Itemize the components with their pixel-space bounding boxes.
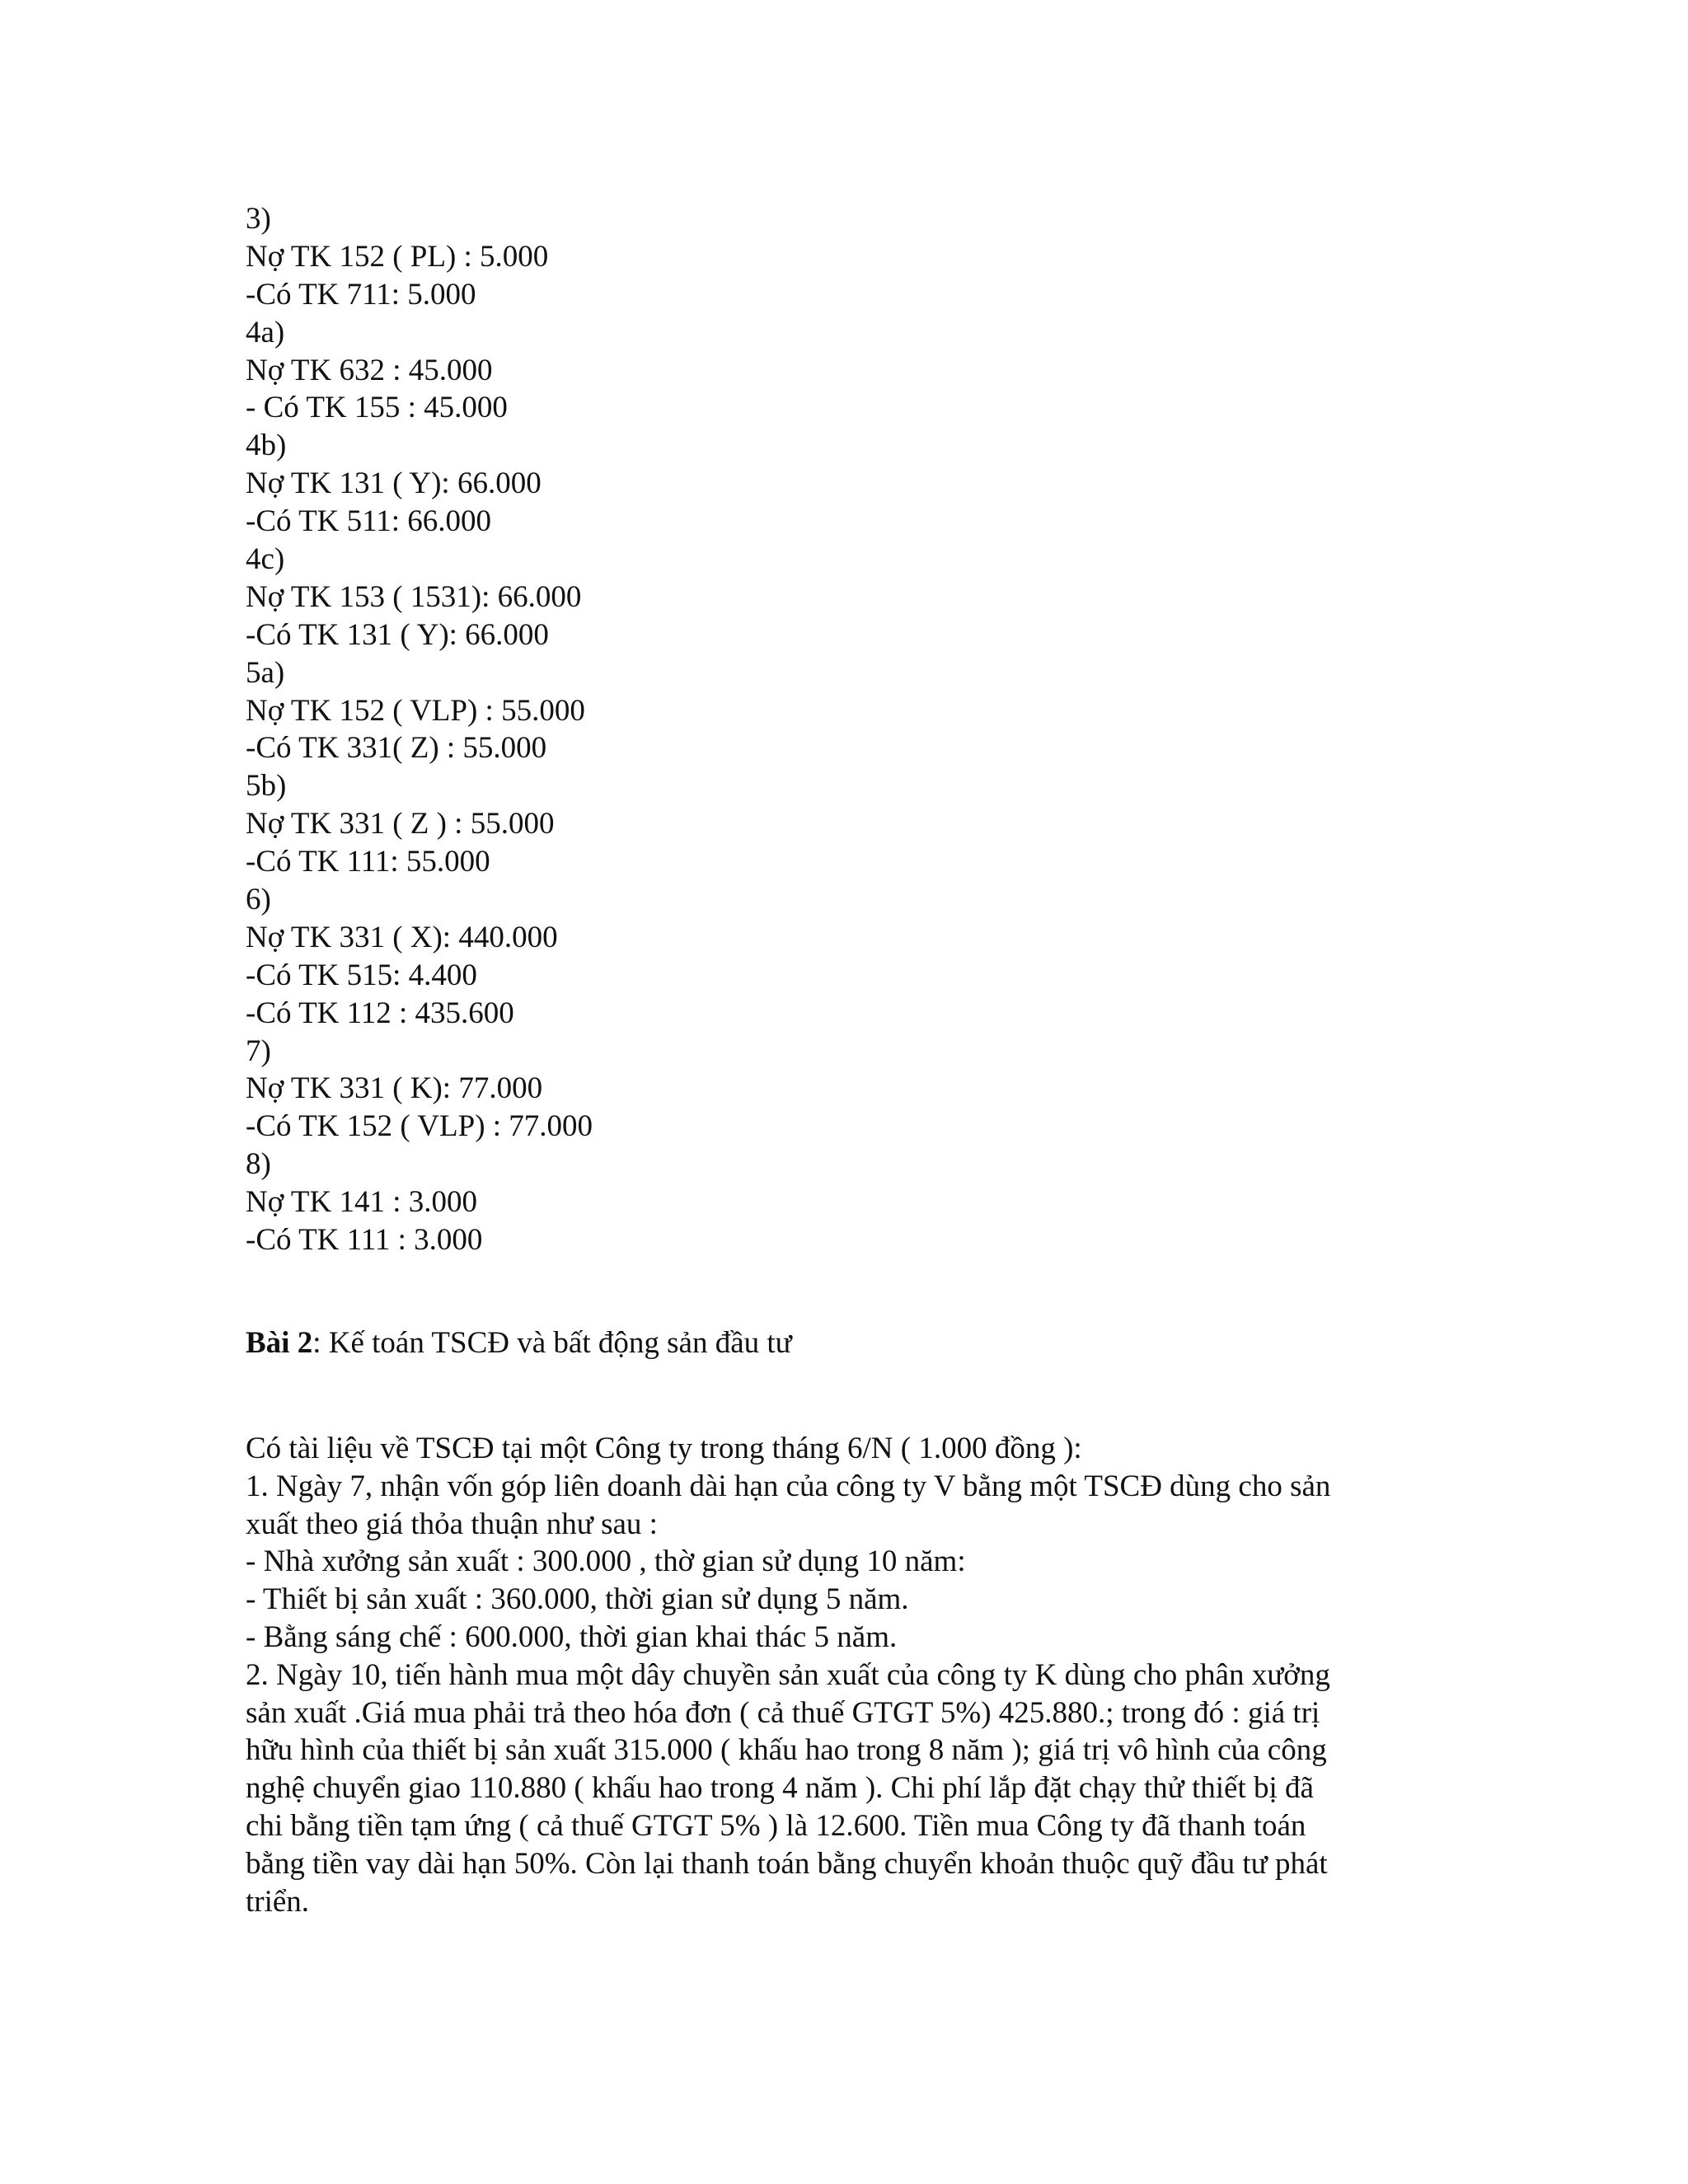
- entry-line: 4a): [246, 315, 285, 349]
- entry-line: -Có TK 111 : 3.000: [246, 1223, 483, 1258]
- entry-line: -Có TK 111: 55.000: [246, 845, 490, 879]
- entry-line: Nợ TK 632 : 45.000: [246, 353, 493, 387]
- exercise-text: [246, 1430, 1441, 1920]
- paragraph-line: bằng tiền vay dài hạn 50%. Còn lại thanh toán bằng chuyển khoản thuộc quỹ đầu tư phát: [246, 1846, 1328, 1881]
- entry-line: 6): [246, 883, 271, 917]
- entry-line: - Có TK 155 : 45.000: [246, 391, 508, 425]
- entry-line: -Có TK 711: 5.000: [246, 277, 476, 312]
- paragraph-line: sản xuất .Giá mua phải trả theo hóa đơn ( cả thuế GTGT 5%) 425.880.; trong đó : giá trị: [246, 1695, 1320, 1730]
- entry-line: 4b): [246, 429, 287, 463]
- entry-line: 7): [246, 1033, 271, 1068]
- entry-line: 3): [246, 202, 271, 236]
- entry-line: Nợ TK 131 ( Y): 66.000: [246, 466, 542, 501]
- paragraph-line: Có tài liệu về TSCĐ tại một Công ty trong tháng 6/N ( 1.000 đồng ):: [246, 1432, 1082, 1465]
- entry-line: Nợ TK 153 ( 1531): 66.000: [246, 579, 582, 614]
- paragraph-line: triển.: [246, 1884, 310, 1919]
- section-label: Bài 2: [246, 1326, 313, 1360]
- entry-line: Nợ TK 141 : 3.000: [246, 1185, 477, 1220]
- entry-line: Nợ TK 331 ( Z ) : 55.000: [246, 807, 555, 841]
- paragraph-line: chi bằng tiền tạm ứng ( cả thuế GTGT 5% ) là 12.600. Tiền mua Công ty đã thanh toán: [246, 1808, 1306, 1843]
- entry-line: -Có TK 515: 4.400: [246, 958, 477, 992]
- entry-line: Nợ TK 152 ( VLP) : 55.000: [246, 693, 585, 728]
- entry-line: Nợ TK 331 ( X): 440.000: [246, 920, 558, 954]
- entry-line: -Có TK 331( Z) : 55.000: [246, 731, 547, 766]
- paragraph-line: - Thiết bị sản xuất : 360.000, thời gian sử dụng 5 năm.: [246, 1582, 909, 1617]
- paragraph-line: - Bằng sáng chế : 600.000, thời gian khai thác 5 năm.: [246, 1619, 898, 1654]
- entry-line: -Có TK 152 ( VLP) : 77.000: [246, 1109, 593, 1144]
- paragraph-line: hữu hình của thiết bị sản xuất 315.000 ( khấu hao trong 8 năm ); giá trị vô hình của công: [246, 1733, 1327, 1768]
- entry-line: -Có TK 131 ( Y): 66.000: [246, 617, 549, 652]
- entry-line: Nợ TK 152 ( PL) : 5.000: [246, 239, 549, 274]
- section-title: : Kế toán TSCĐ và bất động sản đầu tư: [312, 1326, 792, 1360]
- section-heading: [246, 1324, 792, 1362]
- paragraph-line: 2. Ngày 10, tiến hành mua một dây chuyền sản xuất của công ty K dùng cho phân xưởng: [246, 1657, 1330, 1692]
- paragraph-line: 1. Ngày 7, nhận vốn góp liên doanh dài hạn của công ty V bằng một TSCĐ dùng cho sản: [246, 1469, 1331, 1503]
- entry-line: 5a): [246, 655, 285, 690]
- entry-line: -Có TK 112 : 435.600: [246, 996, 514, 1030]
- paragraph-line: xuất theo giá thỏa thuận như sau :: [246, 1507, 658, 1541]
- paragraph-line: - Nhà xưởng sản xuất : 300.000 , thờ gian sử dụng 10 năm:: [246, 1544, 966, 1579]
- journal-entries: [246, 200, 1441, 1259]
- entry-line: Nợ TK 331 ( K): 77.000: [246, 1071, 543, 1106]
- entry-line: 8): [246, 1147, 271, 1182]
- entry-line: 4c): [246, 542, 285, 577]
- entry-line: 5b): [246, 769, 287, 804]
- entry-line: -Có TK 511: 66.000: [246, 504, 492, 539]
- paragraph-line: nghệ chuyển giao 110.880 ( khấu hao trong 4 năm ). Chi phí lắp đặt chạy thử thiết bị đã: [246, 1771, 1314, 1806]
